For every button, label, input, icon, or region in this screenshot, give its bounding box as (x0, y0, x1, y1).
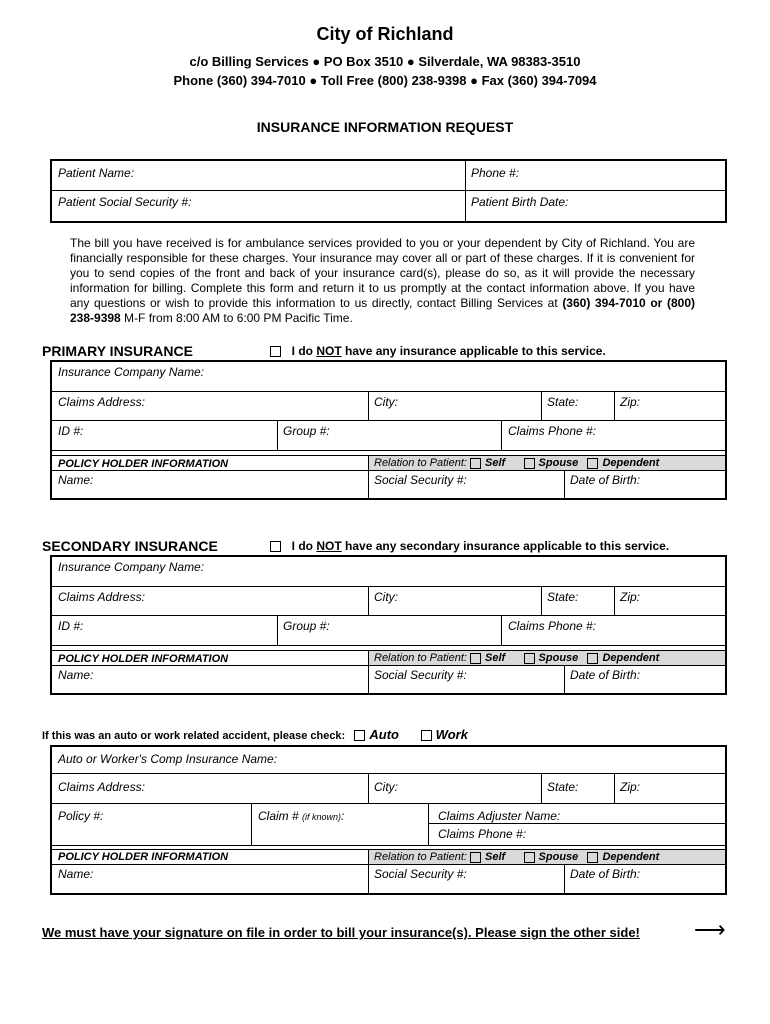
notice-pre: I do (291, 539, 317, 553)
primary-zip-field[interactable]: Zip: (620, 395, 641, 409)
accident-dependent-checkbox[interactable] (587, 852, 598, 863)
secondary-holder-ssn-field[interactable]: Social Security #: (374, 668, 467, 682)
accident-city-field[interactable]: City: (374, 780, 398, 794)
secondary-claims-phone-field[interactable]: Claims Phone #: (508, 619, 597, 633)
accident-state-field[interactable]: State: (547, 780, 579, 794)
patient-phone-field[interactable]: Phone #: (471, 166, 520, 180)
intro-hours: M-F from 8:00 AM to 6:00 PM Pacific Time. (120, 311, 353, 325)
auto-checkbox[interactable] (354, 730, 365, 741)
secondary-holder-name-field[interactable]: Name: (58, 668, 94, 682)
spouse-label: Spouse (538, 851, 579, 863)
claim-number-field[interactable] (258, 809, 344, 823)
accident-spouse-checkbox[interactable] (524, 852, 535, 863)
org-title: City of Richland (316, 24, 454, 44)
comp-insurance-name-field[interactable]: Auto or Worker's Comp Insurance Name: (58, 752, 278, 766)
primary-notice (270, 344, 606, 358)
dependent-label: Dependent (602, 652, 660, 664)
primary-relation (374, 457, 659, 469)
secondary-heading: SECONDARY INSURANCE (42, 538, 218, 554)
claims-adjuster-field[interactable]: Claims Adjuster Name: (438, 809, 561, 823)
form-title: INSURANCE INFORMATION REQUEST (256, 119, 514, 135)
notice-not: NOT (316, 344, 342, 358)
claim-known: (if known) (302, 812, 342, 822)
secondary-group-field[interactable]: Group #: (283, 619, 330, 633)
primary-company-field[interactable]: Insurance Company Name: (58, 365, 205, 379)
accident-question-text: If this was an auto or work related accident, please check: (42, 730, 346, 742)
accident-claims-phone-field[interactable]: Claims Phone #: (438, 827, 527, 841)
primary-claims-phone-field[interactable]: Claims Phone #: (508, 424, 597, 438)
notice-post: have any secondary insurance applicable to this service. (341, 539, 670, 553)
patient-box (50, 159, 727, 223)
dependent-label: Dependent (602, 851, 660, 863)
patient-name-field[interactable]: Patient Name: (58, 166, 135, 180)
org-contacts: Phone (360) 394-7010 ● Toll Free (800) 238-9398 ● Fax (360) 394-7094 (173, 73, 597, 88)
primary-dependent-checkbox[interactable] (587, 458, 598, 469)
work-checkbox[interactable] (421, 730, 432, 741)
notice-not: NOT (316, 539, 342, 553)
primary-holder-name-field[interactable]: Name: (58, 473, 94, 487)
org-address: c/o Billing Services ● PO Box 3510 ● Silverdale, WA 98383-3510 (189, 54, 581, 69)
accident-holder-name-field[interactable]: Name: (58, 867, 94, 881)
accident-holder-dob-field[interactable]: Date of Birth: (570, 867, 641, 881)
accident-policy-holder-heading: POLICY HOLDER INFORMATION (58, 851, 229, 863)
claim-post: : (341, 809, 345, 823)
primary-heading: PRIMARY INSURANCE (42, 343, 193, 359)
patient-ssn-field[interactable]: Patient Social Security #: (58, 195, 192, 209)
primary-box (50, 360, 727, 500)
spouse-label: Spouse (538, 457, 579, 469)
right-arrow-icon: ⟶ (694, 917, 726, 942)
accident-holder-ssn-field[interactable]: Social Security #: (374, 867, 467, 881)
primary-holder-ssn-field[interactable]: Social Security #: (374, 473, 467, 487)
primary-id-field[interactable]: ID #: (58, 424, 84, 438)
secondary-company-field[interactable]: Insurance Company Name: (58, 560, 205, 574)
accident-zip-field[interactable]: Zip: (620, 780, 641, 794)
secondary-dependent-checkbox[interactable] (587, 653, 598, 664)
secondary-state-field[interactable]: State: (547, 590, 579, 604)
self-label: Self (485, 652, 506, 664)
primary-no-insurance-checkbox[interactable] (270, 346, 281, 357)
intro-paragraph (70, 236, 695, 326)
claim-pre: Claim # (258, 809, 303, 823)
primary-city-field[interactable]: City: (374, 395, 398, 409)
secondary-self-checkbox[interactable] (470, 653, 481, 664)
secondary-no-insurance-checkbox[interactable] (270, 541, 281, 552)
secondary-city-field[interactable]: City: (374, 590, 398, 604)
primary-group-field[interactable]: Group #: (283, 424, 330, 438)
notice-post: have any insurance applicable to this service. (341, 344, 606, 358)
accident-question (42, 727, 468, 742)
signature-reminder: We must have your signature on file in order to bill your insurance(s). Please sign the other side! (42, 925, 640, 940)
relation-label: Relation to Patient: (374, 851, 467, 863)
intro-phones: (360) 394-7010 or (800) 238-9398 (70, 296, 695, 325)
secondary-notice (270, 539, 669, 553)
dependent-label: Dependent (602, 457, 660, 469)
primary-self-checkbox[interactable] (470, 458, 481, 469)
secondary-claims-address-field[interactable]: Claims Address: (58, 590, 145, 604)
primary-holder-dob-field[interactable]: Date of Birth: (570, 473, 641, 487)
patient-birth-field[interactable]: Patient Birth Date: (471, 195, 569, 209)
relation-label: Relation to Patient: (374, 457, 467, 469)
secondary-spouse-checkbox[interactable] (524, 653, 535, 664)
secondary-holder-dob-field[interactable]: Date of Birth: (570, 668, 641, 682)
primary-state-field[interactable]: State: (547, 395, 579, 409)
accident-self-checkbox[interactable] (470, 852, 481, 863)
relation-label: Relation to Patient: (374, 652, 467, 664)
work-label: Work (435, 727, 468, 742)
spouse-label: Spouse (538, 652, 579, 664)
primary-policy-holder-heading: POLICY HOLDER INFORMATION (58, 458, 229, 470)
accident-box (50, 745, 727, 895)
notice-pre: I do (291, 344, 317, 358)
intro-text: The bill you have received is for ambulance services provided to you or your dependent by City of Richland. You are financially responsible for these charges. Your insurance may cover all or part of these charges. If it is convenient for you to send copies of the front and back of your insurance card(s), please do so, as it will provide the necessary information for billing. Complete this form and return it to us promptly at the contact information above. If you have any questions or wish to provide this information to us directly, contact Billing Services at (70, 236, 695, 310)
auto-label: Auto (369, 727, 399, 742)
self-label: Self (485, 457, 506, 469)
accident-claims-address-field[interactable]: Claims Address: (58, 780, 145, 794)
primary-spouse-checkbox[interactable] (524, 458, 535, 469)
secondary-relation (374, 652, 659, 664)
secondary-box (50, 555, 727, 695)
secondary-id-field[interactable]: ID #: (58, 619, 84, 633)
self-label: Self (485, 851, 506, 863)
secondary-policy-holder-heading: POLICY HOLDER INFORMATION (58, 653, 229, 665)
policy-number-field[interactable]: Policy #: (58, 809, 104, 823)
accident-relation (374, 851, 659, 863)
secondary-zip-field[interactable]: Zip: (620, 590, 641, 604)
primary-claims-address-field[interactable]: Claims Address: (58, 395, 145, 409)
